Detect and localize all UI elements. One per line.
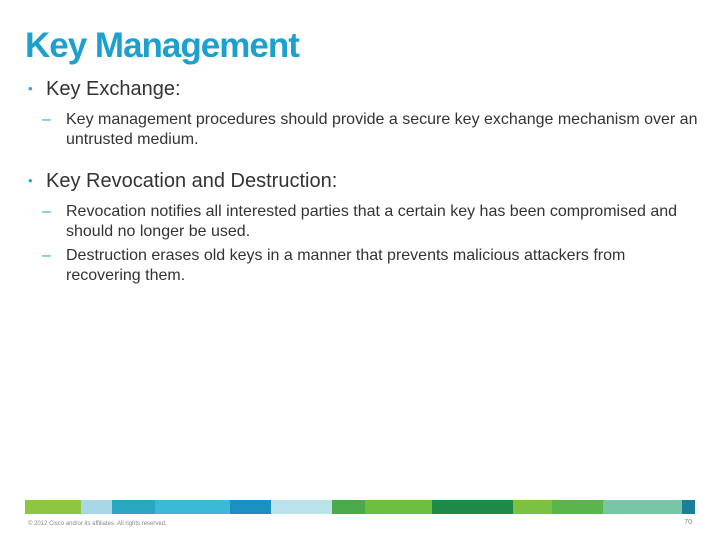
- bullet-dot-icon: •: [28, 173, 33, 188]
- band-segment: [513, 500, 551, 514]
- copyright-text: © 2012 Cisco and/or its affiliates. All rights reserved.: [28, 521, 167, 527]
- sub-item-text: Revocation notifies all interested parties that a certain key has been compromised and should no longer be used.: [66, 203, 678, 240]
- page-number: 70: [684, 519, 692, 526]
- bullet-key-exchange: [28, 76, 698, 102]
- band-segment: [230, 500, 271, 514]
- band-segment: [25, 500, 81, 514]
- band-segment: [682, 500, 695, 514]
- band-segment: [155, 500, 229, 514]
- slide-title: Key Management: [25, 26, 299, 65]
- dash-icon: –: [42, 203, 51, 220]
- band-segment: [332, 500, 365, 514]
- band-segment: [271, 500, 332, 514]
- band-segment: [432, 500, 514, 514]
- dash-icon: –: [42, 111, 51, 128]
- sub-item: [28, 202, 698, 242]
- band-segment: [365, 500, 431, 514]
- sub-item-text: Key management procedures should provide a secure key exchange mechanism over an untrusted medium.: [66, 111, 698, 148]
- bullet-key-revocation: [28, 168, 698, 194]
- sub-item: [28, 110, 698, 150]
- band-segment: [603, 500, 682, 514]
- sub-item-text: Destruction erases old keys in a manner that prevents malicious attackers from recovering them.: [66, 247, 626, 284]
- bullet-dot-icon: •: [28, 81, 33, 96]
- slide-body: [28, 76, 698, 286]
- bullet-heading: Key Revocation and Destruction:: [46, 170, 338, 192]
- footer-color-band: [25, 500, 695, 514]
- bullet-heading: Key Exchange:: [46, 78, 181, 100]
- band-segment: [112, 500, 155, 514]
- dash-icon: –: [42, 247, 51, 264]
- sub-item: [28, 246, 698, 286]
- band-segment: [81, 500, 112, 514]
- band-segment: [552, 500, 603, 514]
